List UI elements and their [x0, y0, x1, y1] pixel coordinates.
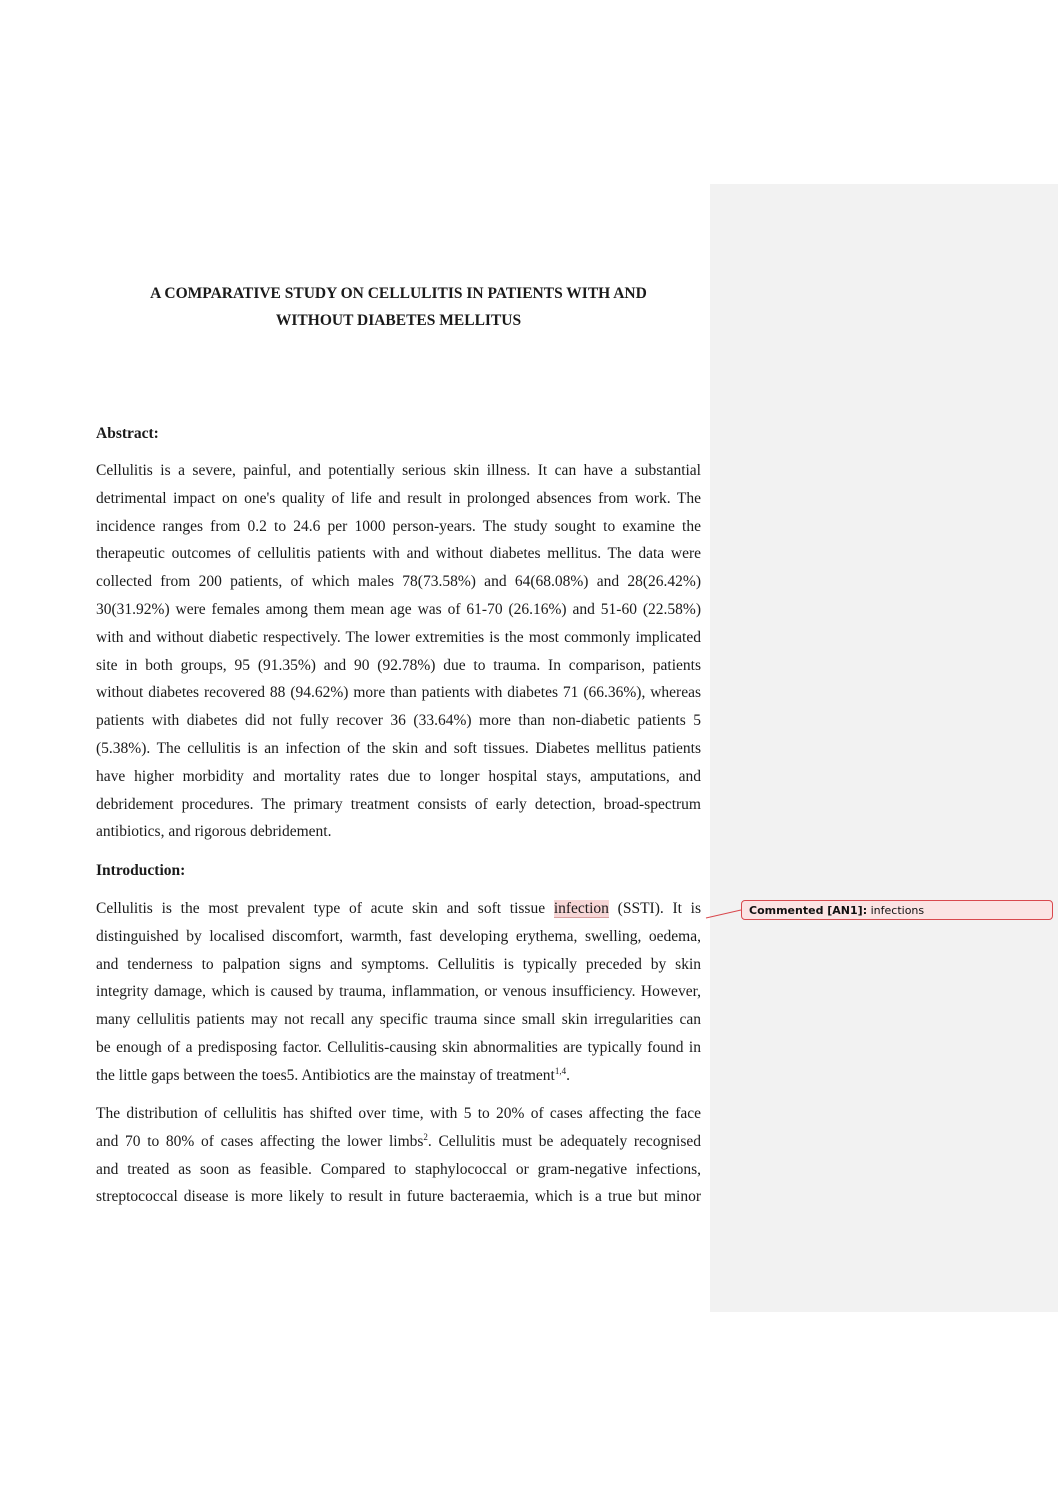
citation: 2 — [423, 1131, 428, 1142]
introduction-heading: Introduction: — [96, 862, 186, 879]
abstract-line: incidence ranges from 0.2 to 24.6 per 1000 person-years. The study sought to examine the — [96, 517, 701, 535]
abstract-line: without diabetes recovered 88 (94.62%) more than patients with diabetes 71 (66.36%), whereas — [96, 684, 701, 702]
abstract-line: site in both groups, 95 (91.35%) and 90 (92.78%) due to trauma. In comparison, patients — [96, 656, 701, 674]
intro-line: integrity damage, which is caused by trauma, inflammation, or venous insufficiency. However, — [96, 983, 701, 1001]
intro-text: Cellulitis is the most prevalent type of acute skin and soft tissue — [96, 900, 546, 917]
intro-text: (SSTI). It is — [617, 900, 702, 917]
abstract-line: detrimental impact on one's quality of life and result in prolonged absences from work. The — [96, 489, 701, 507]
abstract-line: with and without diabetic respectively. The lower extremities is the most commonly implicated — [96, 628, 701, 646]
intro-text: the little gaps between the toes5. Antibiotics are the mainstay of treatment — [96, 1066, 555, 1084]
intro-text: and 70 to 80% of cases affecting the lower limbs — [96, 1132, 424, 1150]
abstract-line: 30(31.92%) were females among them mean age was of 61-70 (26.16%) and 51-60 (22.58%) — [96, 600, 701, 618]
citation: 1,4 — [554, 1065, 567, 1076]
abstract-line: Cellulitis is a severe, painful, and potentially serious skin illness. It can have a substantial — [96, 462, 701, 479]
intro-line: distinguished by localised discomfort, warmth, fast developing erythema, swelling, oedema, — [96, 927, 701, 945]
abstract-line: (5.38%). The cellulitis is an infection of the skin and soft tissues. Diabetes mellitus patients — [96, 739, 701, 757]
intro-line: streptococcal disease is more likely to result in future bacteraemia, which is a true but minor — [96, 1188, 701, 1206]
intro-line: many cellulitis patients may not recall any specific trauma since small skin irregularities can — [96, 1011, 701, 1029]
comment-label: Commented [AN1]: — [749, 904, 868, 917]
commented-word[interactable]: infection — [553, 900, 609, 917]
abstract-line: patients with diabetes did not fully recover 36 (33.64%) more than non-diabetic patients 5 — [96, 712, 701, 730]
abstract-line: therapeutic outcomes of cellulitis patients with and without diabetes mellitus. The data were — [96, 545, 701, 563]
title-line-2: WITHOUT DIABETES MELLITUS — [275, 312, 522, 329]
intro-text: . — [566, 1066, 570, 1084]
abstract-line: debridement procedures. The primary treatment consists of early detection, broad-spectrum — [96, 795, 701, 813]
title-line-1: A COMPARATIVE STUDY ON CELLULITIS IN PATIENTS WITH AND — [150, 285, 647, 302]
intro-line: and tenderness to palpation signs and symptoms. Cellulitis is typically preceded by skin — [96, 955, 701, 973]
intro-line: be enough of a predisposing factor. Cellulitis-causing skin abnormalities are typically found in — [96, 1038, 701, 1056]
abstract-line: antibiotics, and rigorous debridement. — [96, 823, 332, 841]
comment-text: infections — [870, 904, 925, 917]
intro-line: The distribution of cellulitis has shifted over time, with 5 to 20% of cases affecting the face — [96, 1105, 701, 1122]
abstract-line: collected from 200 patients, of which males 78(73.58%) and 64(68.08%) and 28(26.42%) — [96, 573, 701, 591]
abstract-line: have higher morbidity and mortality rates due to longer hospital stays, amputations, and — [96, 767, 701, 785]
intro-line: and treated as soon as feasible. Compared to staphylococcal or gram-negative infections, — [96, 1160, 701, 1178]
abstract-heading: Abstract: — [96, 425, 159, 442]
intro-text: . Cellulitis must be adequately recognised — [427, 1132, 702, 1150]
comment-balloon[interactable] — [741, 900, 1053, 920]
